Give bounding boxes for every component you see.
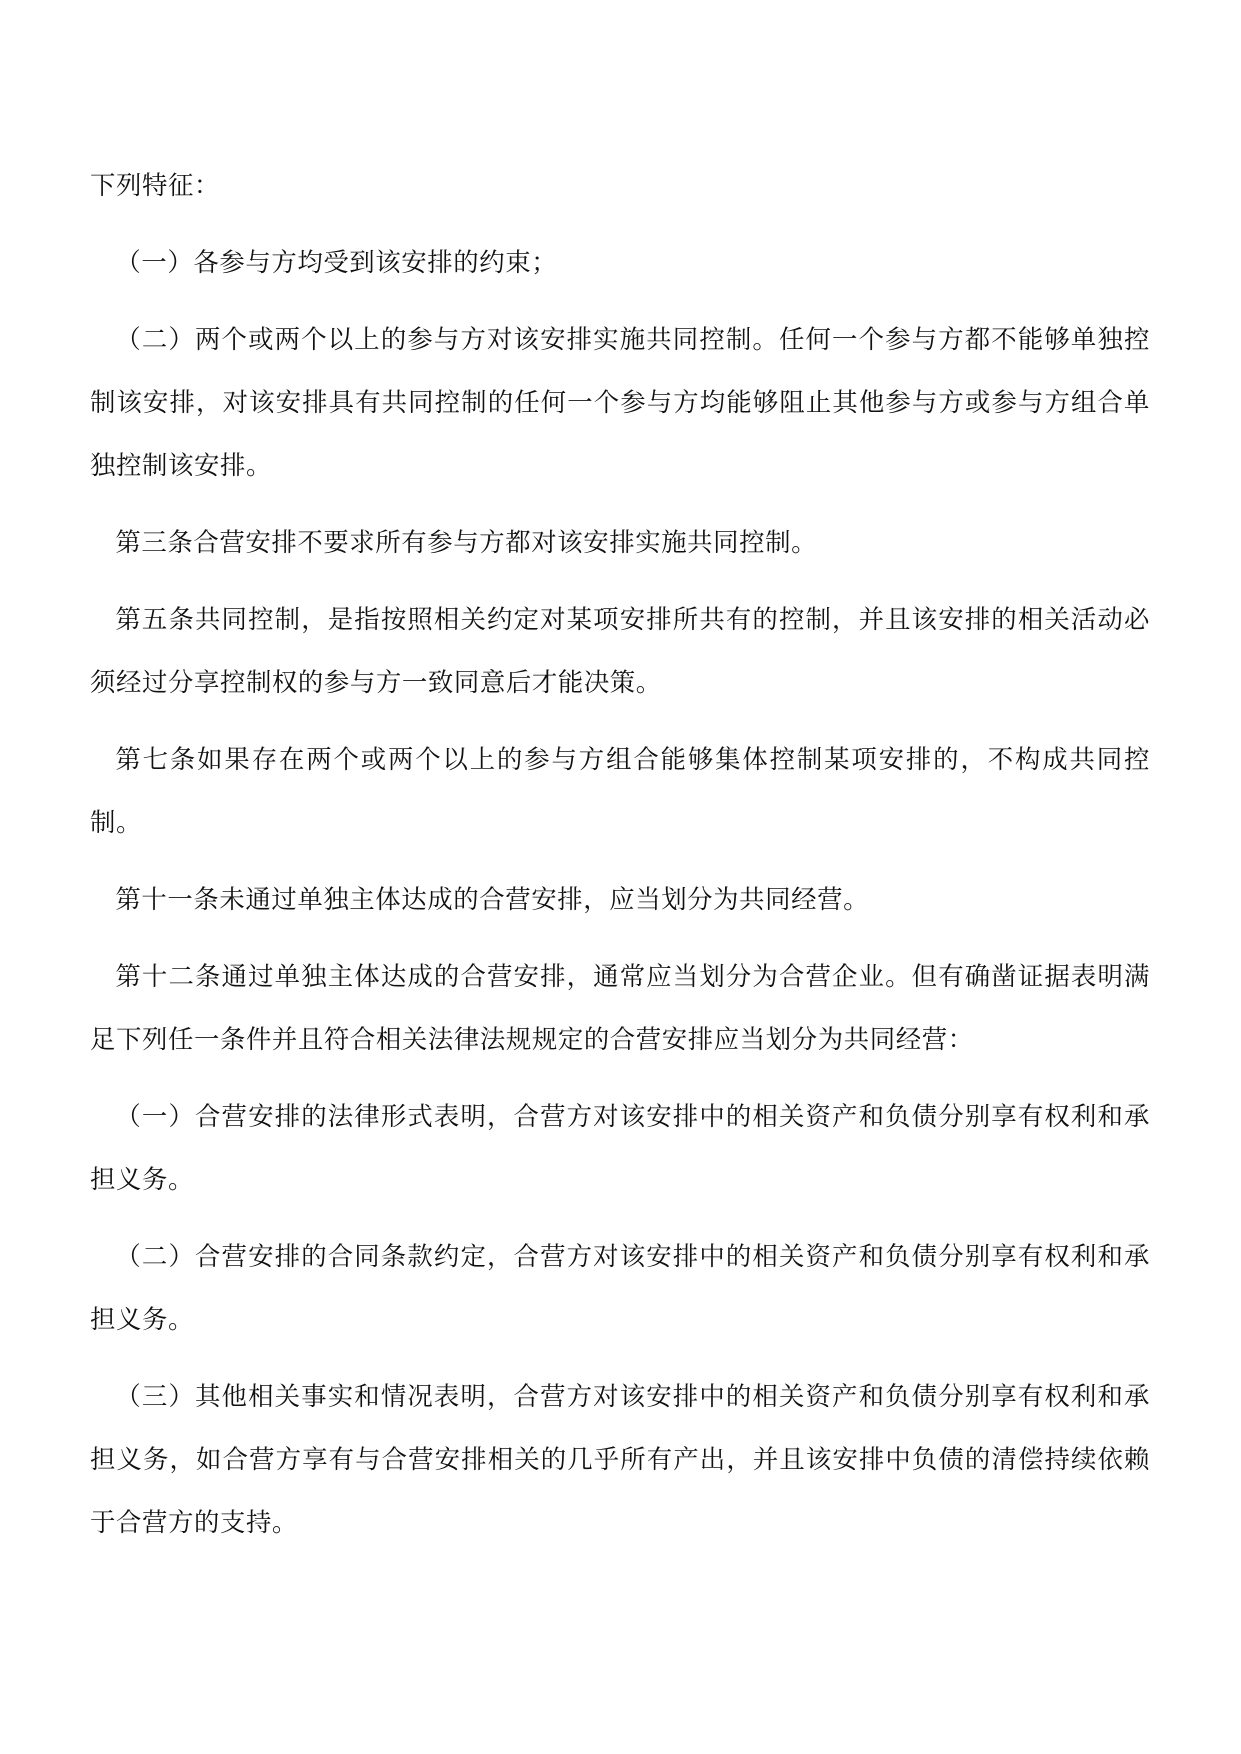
paragraph-article-7: 第七条如果存在两个或两个以上的参与方组合能够集体控制某项安排的，不构成共同控制。 — [90, 744, 1150, 837]
paragraph-article-11: 第十一条未通过单独主体达成的合营安排，应当划分为共同经营。 — [115, 884, 870, 914]
paragraph-article-5: 第五条共同控制，是指按照相关约定对某项安排所共有的控制，并且该安排的相关活动必须经过分享控制权的参与方一致同意后才能决策。 — [90, 604, 1150, 697]
paragraph-article-12: 第十二条通过单独主体达成的合营安排，通常应当划分为合营企业。但有确凿证据表明满足下列任一条件并且符合相关法律法规规定的合营安排应当划分为共同经营： — [90, 961, 1150, 1054]
paragraph-item-1: （一）各参与方均受到该安排的约束； — [115, 247, 558, 277]
paragraph-item-2: （二）两个或两个以上的参与方对该安排实施共同控制。任何一个参与方都不能够单独控制该安排，对该安排具有共同控制的任何一个参与方均能够阻止其他参与方或参与方组合单独控制该安排。 — [90, 324, 1150, 480]
paragraph-features-intro: 下列特征： — [90, 170, 220, 200]
paragraph-condition-2: （二）合营安排的合同条款约定，合营方对该安排中的相关资产和负债分别享有权利和承担义务。 — [90, 1241, 1150, 1334]
paragraph-condition-1: （一）合营安排的法律形式表明，合营方对该安排中的相关资产和负债分别享有权利和承担义务。 — [90, 1101, 1150, 1194]
paragraph-article-3: 第三条合营安排不要求所有参与方都对该安排实施共同控制。 — [115, 527, 818, 557]
document-body — [90, 154, 1150, 1568]
paragraph-condition-3: （三）其他相关事实和情况表明，合营方对该安排中的相关资产和负债分别享有权利和承担义务，如合营方享有与合营安排相关的几乎所有产出，并且该安排中负债的清偿持续依赖于合营方的支持。 — [90, 1381, 1150, 1537]
